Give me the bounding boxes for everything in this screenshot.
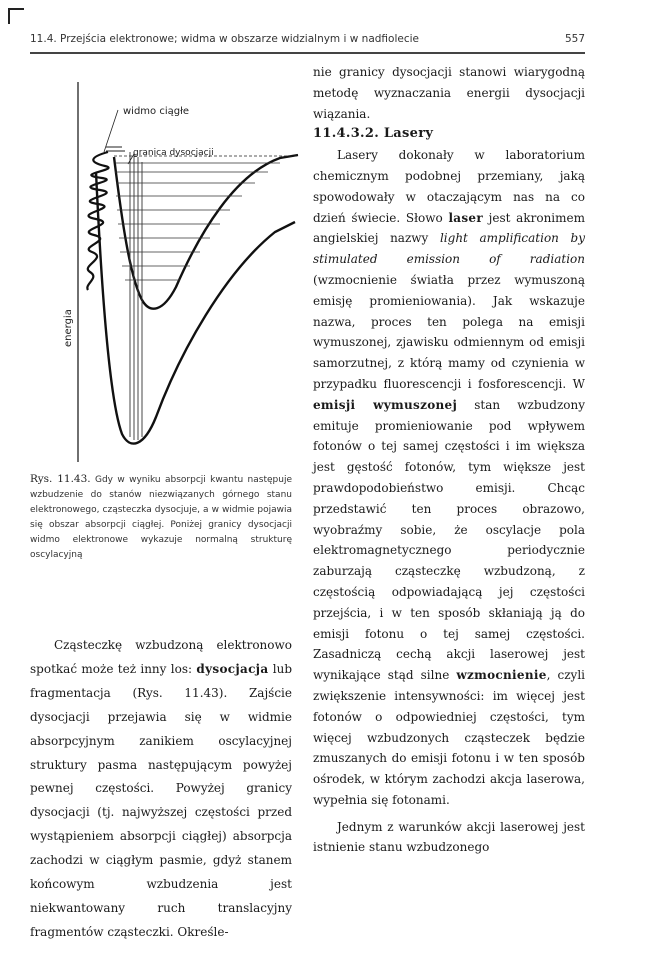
label-dissociation-limit: granica dysocjacji	[133, 148, 214, 158]
caption-text: Gdy w wyniku absorpcji kwantu następuje wzbudzenie do stanów niezwiązanych górnego stanu elektronowego, cząsteczka dysocjuje, a w widmie pojawia się obszar absorpcji ciągłej. Poniżej granicy dysocjacji widmo elektronowe wykazuje normalną strukturę oscylacyjną	[30, 475, 292, 561]
continuum-markers	[106, 147, 125, 151]
text-run: Cząsteczkę wzbudzoną elektronowo spotkać może też inny los:	[30, 638, 292, 676]
term-laser: laser	[448, 210, 483, 225]
figure-potential-curves	[30, 62, 300, 462]
vibrational-levels	[115, 163, 280, 280]
term-amplification: wzmocnienie	[456, 668, 547, 683]
paragraph-dissociation	[30, 634, 292, 945]
right-column	[313, 62, 585, 858]
label-leader-continuous	[104, 110, 118, 152]
term-english-name: light amplification by stimulated emission of radiation	[313, 231, 585, 267]
text-run: (wzmocnienie światła przez wymuszoną emisję promieniowania). Jak wskazuje nazwa, proces ten polega na emisji wymuszonej, zjawisku odmiennym od emisji samorzutnej, z którą mamy od czynienia w przypadku fluorescencji i fosforescencji. W	[313, 272, 585, 391]
text-run: , czyli zwiększenie intensywności: im więcej jest fotonów o odpowiedniej częstości, tym więcej wzbudzonych cząsteczek będzie zmuszanych do emisji fotonu i w ten sposób ośrodek, w którym zachodzi akcja laserowa, wypełnia się fotonami.	[313, 668, 585, 807]
page-number: 557	[564, 33, 585, 45]
term-dissociation: dysocjacja	[196, 661, 269, 676]
paragraph-lasers	[313, 145, 585, 811]
paragraph-laser-conditions: Jednym z warunków akcji laserowej jest istnienie stanu wzbudzonego	[313, 819, 585, 855]
potential-energy-diagram	[30, 62, 300, 462]
text-run: lub fragmentacja (Rys. 11.43). Zajście dysocjacji przejawia się w widmie absorpcyjnym zanikiem oscylacyjnej struktury pasma następującym powyżej pewnej częstości. Powyżej granicy dysocjacji (tj. najwyższej częstości przed wystąpieniem absorpcji ciągłej) absorpcja zachodzi w ciągłym pasmie, gdyż stanem końcowym wzbudzenia jest niekwantowany ruch translacyjny fragmentów cząsteczki. Określe-	[30, 661, 293, 939]
left-column	[30, 634, 292, 945]
crop-mark	[8, 8, 24, 24]
figure-caption	[30, 472, 292, 564]
section-heading: 11.4.3.2. Lasery	[313, 126, 434, 142]
paragraph-continued: nie granicy dysocjacji stanowi wiarygodną metodę wyznaczania energii dysocjacji wiązania.	[313, 65, 585, 121]
figure-label: Rys. 11.43.	[30, 473, 91, 485]
energy-axis-label: energia	[63, 309, 74, 347]
running-title: 11.4. Przejścia elektronowe; widma w obszarze widzialnym i w nadfiolecie	[30, 33, 419, 45]
running-header	[30, 33, 585, 49]
text-run: stan wzbudzony emituje promieniowanie pod wpływem fotonów o tej samej częstości i im większa jest gęstość fotonów, tym większe jest prawdopodobieństwo emisji. Chcąc przedstawić ten proces obrazowo, wyobraźmy sobie, że oscylacje pola elektromagnetycznego periodycznie zaburzają cząsteczkę wzbudzoną, z częstością odpowiadającą jej częstości przejścia, i w ten sposób skłaniają ją do emisji fotonu o tej samej częstości. Zasadniczą cechą akcji laserowej jest wynikające stąd silne	[313, 397, 585, 683]
text-run: jest akronimem angielskiej nazwy	[313, 210, 585, 246]
ground-state-curve	[96, 172, 295, 444]
label-continuous-spectrum: widmo ciągłe	[123, 106, 190, 117]
term-stimulated-emission: emisji wymuszonej	[313, 397, 458, 412]
text-run: Lasery dokonały w laboratorium chemicznym podobnej przemiany, jaką spowodowały w otaczającym nas na co dzień świecie. Słowo	[313, 148, 585, 225]
header-rule	[30, 52, 585, 54]
